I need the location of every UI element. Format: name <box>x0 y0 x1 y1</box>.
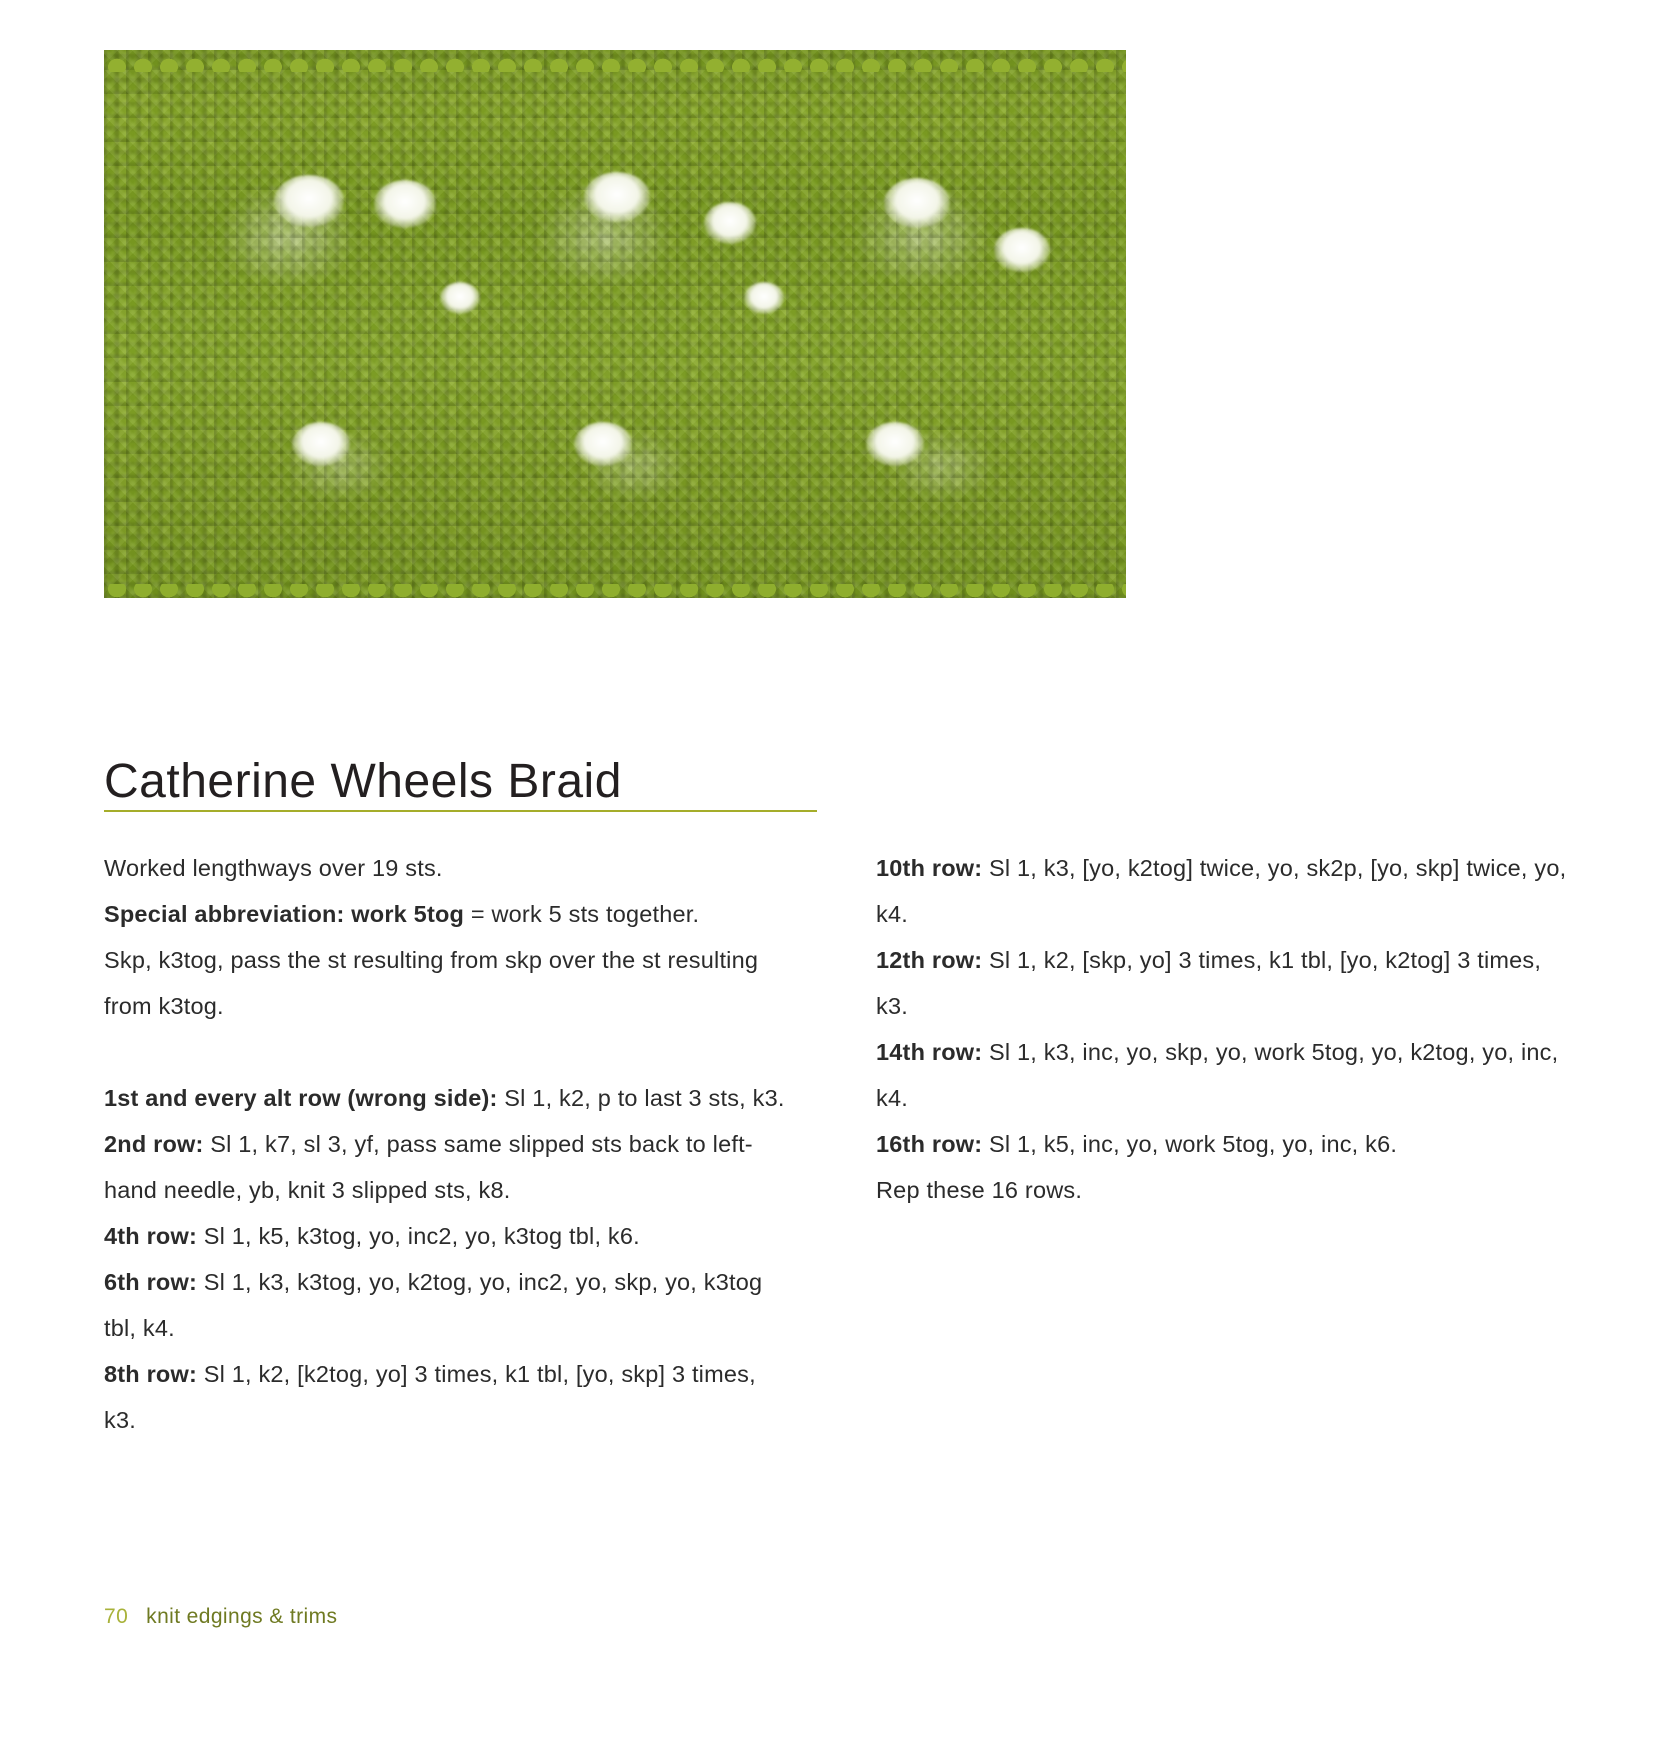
instruction-special-abbreviation-cont <box>104 937 794 1029</box>
swatch-edge-top <box>104 50 1126 72</box>
instruction-label: 4th row: <box>104 1223 197 1249</box>
page-number: 70 <box>104 1605 129 1628</box>
instruction-row-10 <box>876 845 1576 937</box>
instruction-text: Rep these 16 rows. <box>876 1177 1083 1203</box>
instruction-row-12 <box>876 937 1576 1029</box>
instruction-text: Sl 1, k3, [yo, k2tog] twice, yo, sk2p, [yo, skp] twice, yo, k4. <box>876 855 1567 927</box>
page-title: Catherine Wheels Braid <box>104 755 622 809</box>
instruction-text: Sl 1, k3, k3tog, yo, k2tog, yo, inc2, yo, skp, yo, k3tog tbl, k4. <box>104 1269 763 1341</box>
instruction-label: 16th row: <box>876 1131 983 1157</box>
instruction-special-abbreviation <box>104 891 794 937</box>
book-section-label: knit edgings & trims <box>146 1605 338 1628</box>
instructions-column-left <box>104 845 794 1443</box>
instruction-label: 12th row: <box>876 947 983 973</box>
instruction-row-8 <box>104 1351 794 1443</box>
swatch-photo <box>104 36 1126 616</box>
instructions-column-right <box>876 845 1576 1213</box>
instruction-text: = work 5 sts together. <box>464 901 700 927</box>
title-divider <box>104 810 817 812</box>
page-footer <box>104 1605 337 1629</box>
instruction-label: 10th row: <box>876 855 983 881</box>
instruction-text: Sl 1, k5, k3tog, yo, inc2, yo, k3tog tbl, k6. <box>196 1223 640 1249</box>
swatch-fabric <box>104 50 1126 598</box>
instruction-text: Sl 1, k5, inc, yo, work 5tog, yo, inc, k6. <box>982 1131 1398 1157</box>
instruction-label: 1st and every alt row (wrong side): <box>104 1085 498 1111</box>
instruction-text: Skp, k3tog, pass the st resulting from skp over the st resulting from k3tog. <box>104 947 759 1019</box>
swatch-eyelets <box>104 50 1126 598</box>
instruction-text: Sl 1, k2, [k2tog, yo] 3 times, k1 tbl, [yo, skp] 3 times, k3. <box>104 1361 756 1433</box>
instruction-row-2 <box>104 1121 794 1213</box>
swatch-edge-bottom <box>104 584 1126 606</box>
instruction-text: Sl 1, k2, [skp, yo] 3 times, k1 tbl, [yo, k2tog] 3 times, k3. <box>876 947 1542 1019</box>
instruction-row-4 <box>104 1213 794 1259</box>
instruction-label: 8th row: <box>104 1361 197 1387</box>
instruction-text: Sl 1, k7, sl 3, yf, pass same slipped sts back to left-hand needle, yb, knit 3 slipped sts, k8. <box>104 1131 753 1203</box>
instruction-label: 14th row: <box>876 1039 983 1065</box>
instruction-row-6 <box>104 1259 794 1351</box>
instruction-label: 6th row: <box>104 1269 197 1295</box>
instruction-repeat <box>876 1167 1576 1213</box>
instruction-label: Special abbreviation: work 5tog <box>104 901 465 927</box>
paragraph-spacer <box>104 1029 794 1075</box>
instruction-label: 2nd row: <box>104 1131 204 1157</box>
instruction-text: Worked lengthways over 19 sts. <box>104 855 443 881</box>
instruction-row-14 <box>876 1029 1576 1121</box>
instruction-intro <box>104 845 794 891</box>
instruction-row-16 <box>876 1121 1576 1167</box>
instruction-row-1 <box>104 1075 794 1121</box>
instruction-text: Sl 1, k2, p to last 3 sts, k3. <box>497 1085 785 1111</box>
instruction-text: Sl 1, k3, inc, yo, skp, yo, work 5tog, yo, k2tog, yo, inc, k4. <box>876 1039 1559 1111</box>
